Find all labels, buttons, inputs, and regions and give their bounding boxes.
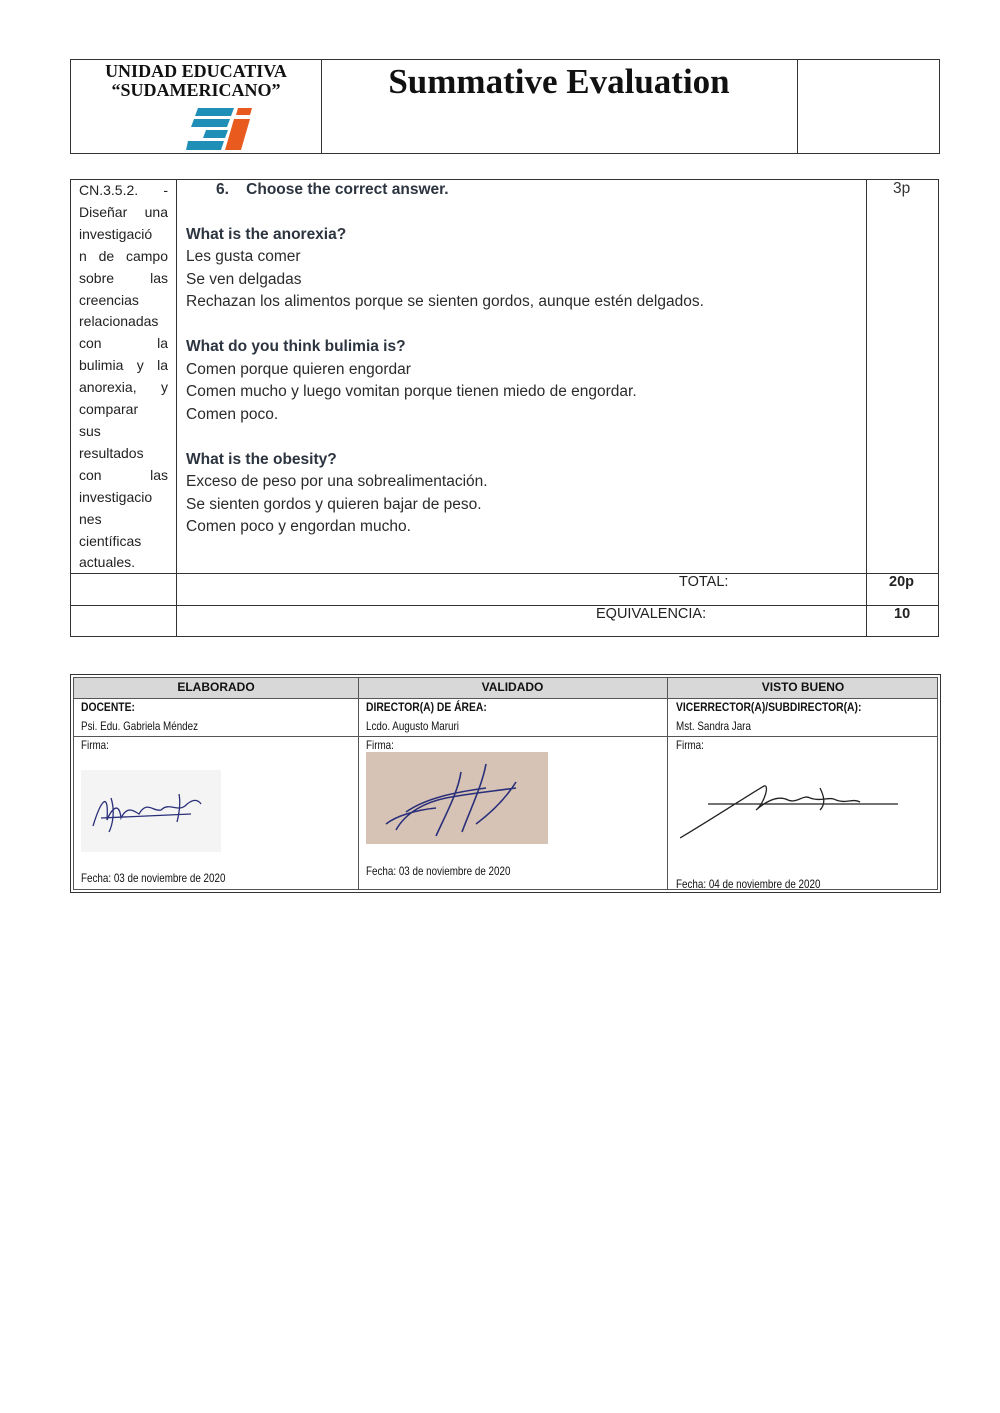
school-name-line1: UNIDAD EDUCATIVA xyxy=(105,61,287,81)
criterion-line: con las xyxy=(79,466,168,483)
option-1b[interactable]: Se ven delgadas xyxy=(186,271,302,288)
criterion-line: CN.3.5.2. - xyxy=(79,182,168,198)
criterion-line: relacionadas xyxy=(79,313,159,330)
criterion-line: sobre las xyxy=(79,269,168,286)
total-value: 20p xyxy=(889,574,914,590)
firma-label-3: Firma: xyxy=(676,738,704,752)
name-docente: Psi. Edu. Gabriela Méndez xyxy=(81,719,199,733)
option-2c[interactable]: Comen poco. xyxy=(186,406,279,423)
option-3c[interactable]: Comen poco y engordan mucho. xyxy=(186,518,411,535)
role-vicerrector: VICERRECTOR(A)/SUBDIRECTOR(A): xyxy=(676,700,862,714)
header-elaborado: ELABORADO xyxy=(177,680,255,694)
criterion-line: investigacio xyxy=(79,488,153,505)
criterion-line: actuales. xyxy=(79,554,136,571)
exercise-instruction: Choose the correct answer. xyxy=(246,181,449,198)
equivalence-value: 10 xyxy=(894,606,911,622)
criterion-line: sus xyxy=(79,422,101,439)
criterion-line: con la xyxy=(79,335,168,352)
date-vicerrector: Fecha: 04 de noviembre de 2020 xyxy=(676,877,821,891)
criterion-line: Diseñar una xyxy=(79,203,168,220)
option-3b[interactable]: Se sienten gordos y quieren bajar de peso. xyxy=(186,496,482,513)
firma-label-1: Firma: xyxy=(81,738,109,752)
criterion-line: creencias xyxy=(79,291,139,308)
criterion-line: bulimia y la xyxy=(79,357,168,374)
school-name-line2: “SUDAMERICANO” xyxy=(111,80,281,100)
column-divider-right xyxy=(866,180,867,636)
question-2: What do you think bulimia is? xyxy=(186,338,406,355)
question-1: What is the anorexia? xyxy=(186,226,347,243)
row-divider-total xyxy=(71,573,938,574)
criterion-line: investigació xyxy=(79,225,153,242)
exercise-heading xyxy=(216,181,449,199)
sig-row-divider xyxy=(74,736,937,737)
page-title: Summative Evaluation xyxy=(388,62,730,101)
title-cell xyxy=(321,60,798,153)
role-director: DIRECTOR(A) DE ÁREA: xyxy=(366,700,487,714)
firma-label-2: Firma: xyxy=(366,738,394,752)
sig-divider-1 xyxy=(358,678,359,889)
exercise-number: 6. xyxy=(216,181,229,198)
option-1c[interactable]: Rechazan los alimentos porque se sienten gordos, aunque estén delgados. xyxy=(186,293,704,310)
total-label: TOTAL: xyxy=(679,574,729,590)
header-table xyxy=(70,59,940,154)
column-divider-left xyxy=(176,180,177,636)
criterion-line: resultados xyxy=(79,444,144,461)
school-cell xyxy=(71,60,322,153)
signature-table xyxy=(70,674,941,893)
signature-image-vicerrector xyxy=(680,774,900,844)
question-3: What is the obesity? xyxy=(186,451,337,468)
option-1a[interactable]: Les gusta comer xyxy=(186,248,301,265)
exercise-table xyxy=(70,179,939,637)
signature-image-docente xyxy=(81,770,221,852)
signature-image-director xyxy=(366,752,548,844)
date-docente: Fecha: 03 de noviembre de 2020 xyxy=(81,871,226,885)
signature-table-inner xyxy=(73,677,938,890)
criterion-line: comparar xyxy=(79,401,139,418)
sig-divider-2 xyxy=(667,678,668,889)
name-director: Lcdo. Augusto Maruri xyxy=(366,719,459,733)
row-divider-equivalence xyxy=(71,605,938,606)
option-3a[interactable]: Exceso de peso por una sobrealimentación. xyxy=(186,473,488,490)
equivalence-label: EQUIVALENCIA: xyxy=(596,606,707,622)
criterion-line: nes xyxy=(79,510,102,527)
criterion-line: científicas xyxy=(79,532,142,549)
name-vicerrector: Mst. Sandra Jara xyxy=(676,719,751,733)
header-validado: VALIDADO xyxy=(481,680,544,694)
criterion-line: anorexia, y xyxy=(79,379,168,396)
header-visto-bueno: VISTO BUENO xyxy=(761,680,845,694)
option-2b[interactable]: Comen mucho y luego vomitan porque tienen miedo de engordar. xyxy=(186,383,637,400)
date-director: Fecha: 03 de noviembre de 2020 xyxy=(366,864,511,878)
criterion-text xyxy=(79,180,168,574)
school-logo xyxy=(186,106,260,152)
school-name xyxy=(71,62,321,100)
criterion-line: n de campo xyxy=(79,247,168,264)
option-2a[interactable]: Comen porque quieren engordar xyxy=(186,361,411,378)
role-docente: DOCENTE: xyxy=(81,700,135,714)
points-value: 3p xyxy=(893,180,911,197)
